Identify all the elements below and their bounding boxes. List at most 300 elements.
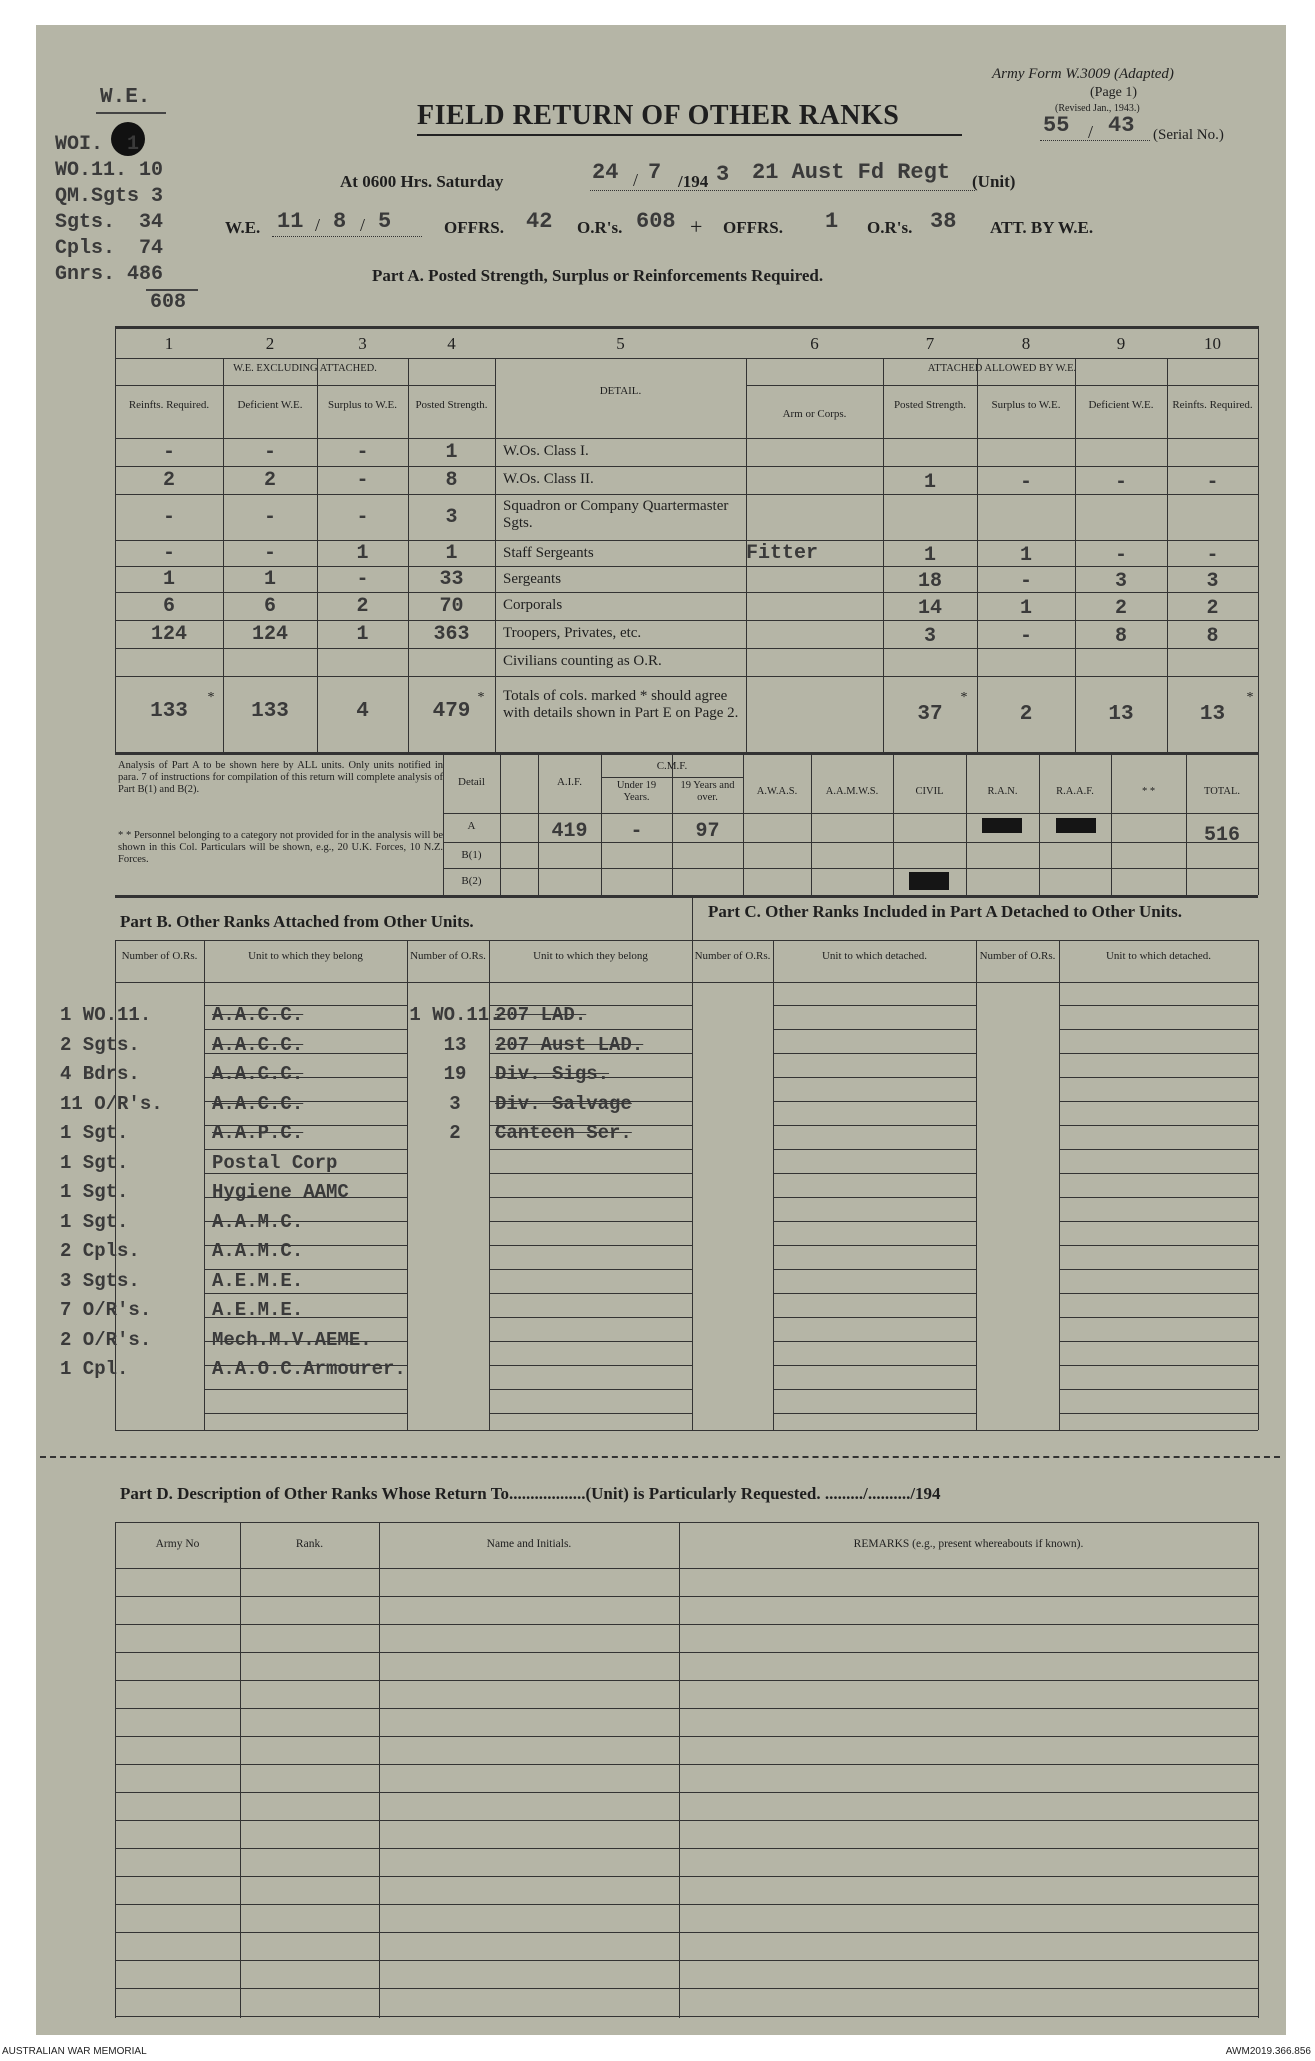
part-b-left-num: 11 O/R's. (60, 1092, 163, 1115)
part-b-right-num: 13 (443, 1033, 467, 1056)
ors-label: O.R's. (577, 218, 623, 237)
we-excluding-header: W.E. EXCLUDING ATTACHED. (233, 363, 377, 374)
part-a-cell: - (356, 441, 369, 464)
totals-cell: 133 (150, 700, 188, 723)
att-label: ATT. BY W.E. (990, 218, 1094, 237)
serial-a: 55 (1043, 113, 1070, 138)
title-underline (417, 134, 962, 136)
analysis-head-line (443, 813, 1258, 814)
part-a-cell: 1 (1019, 597, 1032, 620)
right-subheader: Reinfts. Required. (1172, 399, 1253, 411)
part-b-rule (489, 1341, 692, 1342)
part-a-cell: 1 (923, 471, 936, 494)
part-a-cell: 1 (923, 544, 936, 567)
totals-detail: Totals of cols. marked * should agree with details shown in Part E on Page 2. (503, 688, 739, 721)
part-a-cell: 124 (251, 623, 288, 646)
part-c-rule (773, 1317, 976, 1318)
part-bc-bottom-line (115, 1430, 1258, 1431)
date-day: 24 (592, 160, 619, 185)
analysis-h-total: TOTAL. (1203, 786, 1240, 797)
part-c-header: Number of O.Rs. (979, 950, 1056, 962)
col-number: 10 (1204, 334, 1221, 353)
offrs2-label: OFFRS. (723, 218, 783, 237)
ors2-val: 38 (930, 209, 957, 234)
margin-line: WOI. 1 (55, 133, 140, 156)
analysis-vline (1111, 752, 1112, 895)
left-subheader: Surplus to W.E. (327, 399, 398, 411)
ors-val: 608 (636, 209, 676, 234)
part-a-row-line (115, 648, 1258, 649)
part-d-rule (115, 1820, 1258, 1821)
part-c-rule (1059, 1365, 1258, 1366)
we-sep-1: / (315, 215, 321, 235)
totals-cell: 13 (1199, 703, 1226, 726)
part-a-cell: 124 (150, 623, 187, 646)
part-b-rule (204, 1293, 407, 1294)
part-bc-divider (692, 895, 693, 940)
analysis-row-label: B(1) (461, 849, 482, 861)
part-c-rule (1059, 1341, 1258, 1342)
part-b-rule (489, 1245, 692, 1246)
part-d-title: Part D. Description of Other Ranks Whose Return To..................(Unit) is Particularly Requested. ........./........../194 (120, 1484, 941, 1503)
part-b-right-num: 1 WO.11. (409, 1004, 501, 1026)
col-number: 2 (265, 334, 275, 353)
analysis-vline (743, 752, 744, 895)
analysis-row-line (443, 868, 1258, 869)
part-c-rule (773, 1413, 976, 1414)
we-label: W.E. (225, 218, 261, 237)
at-hours-label: At 0600 Hrs. Saturday (340, 172, 504, 191)
star-mark: * (477, 690, 485, 705)
part-b-right-unit: Div. Sigs. (495, 1063, 610, 1085)
part-a-cell: 3 (1206, 570, 1219, 593)
part-c-rule (1059, 1317, 1258, 1318)
form-number: Army Form W.3009 (Adapted) (992, 66, 1174, 82)
part-b-rule (204, 1149, 407, 1150)
offrs2-val: 1 (825, 209, 839, 234)
part-bc-vline (1258, 940, 1259, 1430)
star-mark: * (1246, 690, 1254, 705)
part-a-cell: 2 (356, 595, 369, 618)
part-c-rule (773, 1029, 976, 1030)
part-d-rule (115, 1736, 1258, 1737)
footer-left: AUSTRALIAN WAR MEMORIAL (2, 2046, 147, 2057)
part-b-left-num: 4 Bdrs. (60, 1063, 140, 1085)
we-val-3: 5 (378, 209, 392, 234)
part-d-rule (115, 1960, 1258, 1961)
part-a-cell: - (1206, 544, 1219, 567)
part-a-detail: W.Os. Class I. (503, 443, 589, 459)
part-a-cell: - (356, 469, 369, 492)
margin-line: Sgts. 34 (55, 211, 164, 234)
part-a-cell: 6 (263, 595, 276, 618)
analysis-h-other: * * (1141, 786, 1156, 797)
part-a-cell: - (263, 441, 276, 464)
ors2-label: O.R's. (867, 218, 913, 237)
left-subheader: Deficient W.E. (237, 399, 303, 411)
part-a-cell: 1 (445, 441, 458, 464)
part-c-rule (1059, 1245, 1258, 1246)
part-b-left-unit: A.E.M.E. (212, 1269, 304, 1292)
part-bc-top-line (115, 940, 1258, 941)
part-a-detail: W.Os. Class II. (503, 471, 594, 487)
offrs-val: 42 (526, 209, 553, 234)
part-a-bottom-line (115, 752, 1258, 755)
col-number: 1 (164, 334, 174, 353)
part-a-vline (115, 326, 116, 752)
part-a-cell: 3 (923, 625, 936, 648)
part-a-head-line (115, 438, 1258, 439)
part-b-left-unit: A.A.M.C. (212, 1210, 304, 1233)
part-a-cell: 3 (1114, 570, 1127, 593)
part-b-header: Number of O.Rs. (121, 950, 198, 962)
analysis-vline (500, 752, 501, 895)
part-a-cell: 6 (162, 595, 175, 618)
part-b-left-unit: A.A.C.C. (212, 1092, 304, 1115)
part-b-left-unit: A.A.P.C. (212, 1122, 304, 1144)
serial-label: (Serial No.) (1153, 127, 1224, 143)
footer-right: AWM2019.366.856 (1225, 2046, 1311, 2057)
analysis-aif-a: 419 (551, 820, 588, 843)
part-c-rule (773, 1269, 976, 1270)
part-a-cell: - (1019, 471, 1032, 494)
part-b-left-unit: A.A.C.C. (212, 1004, 304, 1026)
analysis-note-2: * * Personnel belonging to a category not provided for in the analysis will be shown in this Col. Particulars will be shown, e.g., 20 U.K. Forces, 10 N.Z. Forces. (118, 830, 443, 865)
part-c-header: Unit to which detached. (1105, 950, 1212, 962)
col-number: 9 (1116, 334, 1126, 353)
part-a-cell: 2 (1206, 597, 1219, 620)
margin-we: W.E. (100, 86, 151, 109)
left-subheader: Reinfts. Required. (128, 399, 210, 411)
part-d-rule (115, 1932, 1258, 1933)
part-d-rule (115, 2016, 1258, 2017)
part-bc-vline (1059, 940, 1060, 1430)
analysis-over19-a: 97 (695, 820, 720, 843)
part-b-left-unit: Hygiene AAMC (212, 1181, 349, 1203)
part-a-cell: - (356, 568, 369, 591)
part-a-cell: 8 (1114, 625, 1127, 648)
date-year-digit: 3 (716, 162, 730, 187)
part-c-rule (1059, 1005, 1258, 1006)
margin-line: QM.Sgts 3 (55, 185, 164, 208)
part-b-rule (489, 1293, 692, 1294)
part-a-top-line (115, 326, 1258, 329)
part-a-cell: 1 (445, 542, 458, 565)
part-d-rule (115, 1792, 1258, 1793)
margin-line: WO.11. 10 (55, 159, 164, 182)
part-d-rule (115, 1596, 1258, 1597)
margin-total: 608 (150, 291, 187, 314)
part-bc-vline (773, 940, 774, 1430)
part-a-detail: Squadron or Company Quartermaster Sgts. (503, 498, 729, 531)
part-a-cell: 70 (439, 595, 464, 618)
part-b-left-num: 2 Sgts. (60, 1033, 140, 1056)
col-number: 4 (447, 334, 456, 353)
part-c-rule (1059, 1149, 1258, 1150)
part-b-right-unit: Canteen Ser. (495, 1122, 632, 1144)
part-a-cell: - (263, 542, 276, 565)
part-d-rule (115, 1652, 1258, 1653)
part-d-header: Rank. (295, 1538, 324, 1550)
detail-header: DETAIL. (599, 385, 642, 397)
part-d-rule (115, 1904, 1258, 1905)
part-c-rule (773, 1221, 976, 1222)
analysis-h-aamws: A.A.M.W.S. (825, 786, 879, 797)
serial-b: 43 (1108, 113, 1135, 138)
part-c-rule (773, 1389, 976, 1390)
part-d-rule (115, 1988, 1258, 1989)
part-a-cell: 33 (439, 568, 464, 591)
part-b-rule (489, 1197, 692, 1198)
part-c-rule (1059, 1101, 1258, 1102)
part-a-row-line (115, 540, 1258, 541)
part-c-rule (1059, 1221, 1258, 1222)
part-c-rule (1059, 1125, 1258, 1126)
analysis-h-cmf: C.M.F. (656, 760, 688, 772)
part-b-left-num: 1 WO.11. (60, 1004, 152, 1026)
offrs-label: OFFRS. (444, 218, 504, 237)
part-b-left-unit: A.E.M.E. (212, 1299, 304, 1321)
col-number: 6 (810, 334, 819, 353)
part-d-header: REMARKS (e.g., present whereabouts if known). (853, 1538, 1084, 1550)
part-a-cell: - (1019, 570, 1032, 593)
analysis-total-a: 516 (1203, 824, 1240, 847)
part-a-cell: 2 (263, 469, 276, 492)
part-a-cell: 3 (445, 506, 458, 529)
unit-name: 21 Aust Fd Regt (752, 160, 951, 185)
part-c-rule (1059, 1197, 1258, 1198)
part-bc-head-line (115, 982, 1258, 983)
part-b-right-unit: Div. Salvage (495, 1092, 632, 1115)
analysis-h-over19: 19 Years and over. (680, 780, 735, 803)
analysis-note-1: Analysis of Part A to be shown here by ALL units. Only units notified in para. 7 of instructions for compilation of this return will complete analysis of Part B(1) and B(2). (118, 760, 443, 795)
part-b-left-num: 2 O/R's. (60, 1328, 152, 1351)
serial-sep: / (1088, 122, 1094, 142)
part-a-cell: - (1114, 544, 1127, 567)
analysis-h-detail: Detail (458, 776, 485, 788)
analysis-vline (1039, 752, 1040, 895)
analysis-under19-a: - (630, 820, 643, 843)
part-a-cell: - (263, 506, 276, 529)
part-a-cell: 2 (162, 469, 175, 492)
part-a-vline (1258, 326, 1259, 752)
part-c-rule (773, 1149, 976, 1150)
margin-strength-list (55, 132, 163, 288)
part-c-rule (773, 1365, 976, 1366)
part-c-rule (773, 1173, 976, 1174)
analysis-vline (1258, 752, 1259, 895)
part-d-rule (115, 1624, 1258, 1625)
analysis-h-under19: Under 19 Years. (616, 780, 657, 803)
analysis-h-raaf: R.A.A.F. (1056, 786, 1094, 797)
part-a-cell: 363 (433, 623, 470, 646)
part-c-rule (1059, 1077, 1258, 1078)
part-a-detail: Corporals (503, 597, 563, 613)
redaction-raaf (1056, 818, 1096, 833)
form-revised: (Revised Jan., 1943.) (1055, 103, 1140, 114)
part-a-cell: - (1019, 625, 1032, 648)
totals-cell: 4 (356, 700, 369, 723)
part-a-row-line (115, 620, 1258, 621)
part-a-row-line (115, 676, 1258, 677)
part-a-cell: - (1206, 471, 1219, 494)
margin-we-underline (96, 112, 166, 114)
part-a-cell: 14 (917, 597, 942, 620)
part-a-cell: 1 (263, 568, 276, 591)
part-c-rule (773, 1077, 976, 1078)
part-a-cell: - (162, 506, 175, 529)
att-group-line (746, 385, 1258, 386)
part-b-left-num: 2 Cpls. (60, 1240, 140, 1262)
analysis-h-awas: A.W.A.S. (756, 786, 798, 797)
part-b-rule (489, 1413, 692, 1414)
analysis-vline (966, 752, 967, 895)
part-d-rule (115, 1876, 1258, 1877)
part-b-left-unit: A.A.O.C.Armourer. (212, 1358, 406, 1380)
we-group-line (115, 385, 495, 386)
part-a-num-line (115, 358, 1258, 359)
arm-header: Arm or Corps. (782, 408, 847, 420)
part-b-rule (489, 1149, 692, 1150)
totals-cell: 37 (917, 703, 943, 726)
redaction-ran (982, 818, 1022, 833)
part-d-head-line (115, 1568, 1258, 1569)
date-line-dots (590, 190, 975, 191)
part-b-header: Unit to which they belong (533, 950, 648, 962)
part-bc-vline (976, 940, 977, 1430)
part-a-title: Part A. Posted Strength, Surplus or Reinforcements Required. (372, 266, 824, 285)
serial-dotline (1040, 140, 1150, 141)
part-a-cell: - (1114, 471, 1127, 494)
part-a-cell: 1 (356, 623, 369, 646)
part-a-cell: - (162, 441, 175, 464)
margin-line: Cpls. 74 (55, 237, 164, 260)
date-year: /194 (678, 172, 709, 191)
part-b-right-unit: 207 Aust LAD. (495, 1033, 644, 1056)
part-c-header: Unit to which detached. (821, 950, 928, 962)
part-b-rule (204, 1029, 407, 1030)
star-mark: * (960, 690, 968, 705)
part-d-header: Army No (155, 1538, 200, 1550)
star-mark: * (207, 690, 215, 705)
part-b-right-num: 19 (443, 1063, 467, 1085)
part-c-rule (1059, 1053, 1258, 1054)
part-b-left-num: 1 Sgt. (60, 1122, 129, 1144)
part-a-detail: Troopers, Privates, etc. (503, 625, 642, 641)
left-subheader: Posted Strength. (415, 399, 488, 411)
totals-cell: 13 (1108, 703, 1134, 726)
part-c-rule (773, 1245, 976, 1246)
part-c-rule (1059, 1389, 1258, 1390)
part-a-cell: 1 (162, 568, 175, 591)
analysis-h-civil: CIVIL (915, 786, 944, 797)
form-page: (Page 1) (1090, 85, 1138, 100)
part-b-left-unit: Mech.M.V.AEME. (212, 1328, 372, 1351)
analysis-vline (811, 752, 812, 895)
part-a-detail: Staff Sergeants (503, 545, 594, 561)
part-b-left-unit: A.A.C.C. (212, 1063, 304, 1085)
we-val-1: 11 (277, 209, 304, 234)
part-b-right-num: 2 (449, 1122, 461, 1144)
part-b-left-num: 1 Sgt. (60, 1151, 129, 1174)
analysis-h-ran: R.A.N. (987, 786, 1018, 797)
part-b-rule (489, 1389, 692, 1390)
part-b-right-unit: 207 LAD. (495, 1004, 587, 1026)
analysis-vline (893, 752, 894, 895)
part-a-cell: 1 (356, 542, 369, 565)
part-b-rule (489, 1269, 692, 1270)
analysis-row-label: A (467, 820, 476, 832)
part-c-rule (773, 1101, 976, 1102)
part-d-rule (115, 1680, 1258, 1681)
part-a-cell: 8 (1206, 625, 1219, 648)
totals-cell: 2 (1019, 703, 1033, 726)
part-b-left-unit: A.A.M.C. (212, 1240, 304, 1262)
part-d-header: Name and Initials. (486, 1538, 572, 1550)
part-a-detail: Sergeants (503, 571, 562, 587)
part-a-row-line (115, 494, 1258, 495)
part-c-title: Part C. Other Ranks Included in Part A Detached to Other Units. (708, 902, 1182, 921)
unit-label: (Unit) (972, 172, 1016, 191)
part-a-cell: - (162, 542, 175, 565)
part-d-vline (1258, 1522, 1259, 2018)
part-b-rule (489, 1173, 692, 1174)
totals-cell: 479 (432, 700, 471, 723)
part-a-detail: Civilians counting as O.R. (503, 653, 662, 669)
part-c-rule (773, 1197, 976, 1198)
totals-cell: 133 (251, 700, 289, 723)
part-b-left-unit: Postal Corp (212, 1151, 338, 1174)
part-c-rule (773, 1053, 976, 1054)
part-c-rule (1059, 1269, 1258, 1270)
redaction-civil-b2 (909, 872, 949, 890)
part-a-cell: 1 (1019, 544, 1032, 567)
analysis-h-aif: A.I.F. (556, 776, 583, 788)
right-subheader: Posted Strength. (893, 399, 967, 411)
perforation-line (40, 1456, 1280, 1458)
part-d-rule (115, 1848, 1258, 1849)
right-subheader: Surplus to W.E. (991, 399, 1061, 411)
part-c-rule (1059, 1173, 1258, 1174)
plus-sign: + (690, 214, 703, 239)
part-c-rule (1059, 1413, 1258, 1414)
part-c-rule (773, 1293, 976, 1294)
col-number: 8 (1021, 334, 1031, 353)
part-b-rule (204, 1413, 407, 1414)
part-b-left-unit: A.A.C.C. (212, 1033, 304, 1056)
we-dots (272, 236, 422, 237)
part-a-cell: 2 (1114, 597, 1127, 620)
margin-line: Gnrs. 486 (55, 263, 164, 286)
part-b-header: Unit to which they belong (248, 950, 363, 962)
part-c-rule (773, 1341, 976, 1342)
attached-allowed-header: ATTACHED ALLOWED BY W.E. (927, 363, 1077, 374)
part-b-rule (489, 1029, 692, 1030)
part-a-cell: - (356, 506, 369, 529)
part-b-right-num: 3 (449, 1092, 461, 1115)
part-b-left-num: 1 Sgt. (60, 1181, 129, 1203)
part-b-left-num: 3 Sgts. (60, 1269, 140, 1292)
col-number: 7 (925, 334, 935, 353)
part-c-rule (1059, 1029, 1258, 1030)
part-a-row-line (115, 466, 1258, 467)
we-val-2: 8 (333, 209, 347, 234)
part-d-rule (115, 1708, 1258, 1709)
part-a-vline (495, 358, 496, 752)
part-a-cell: 18 (917, 570, 942, 593)
form-title: FIELD RETURN OF OTHER RANKS (417, 100, 900, 131)
part-a-cell: 8 (445, 469, 458, 492)
